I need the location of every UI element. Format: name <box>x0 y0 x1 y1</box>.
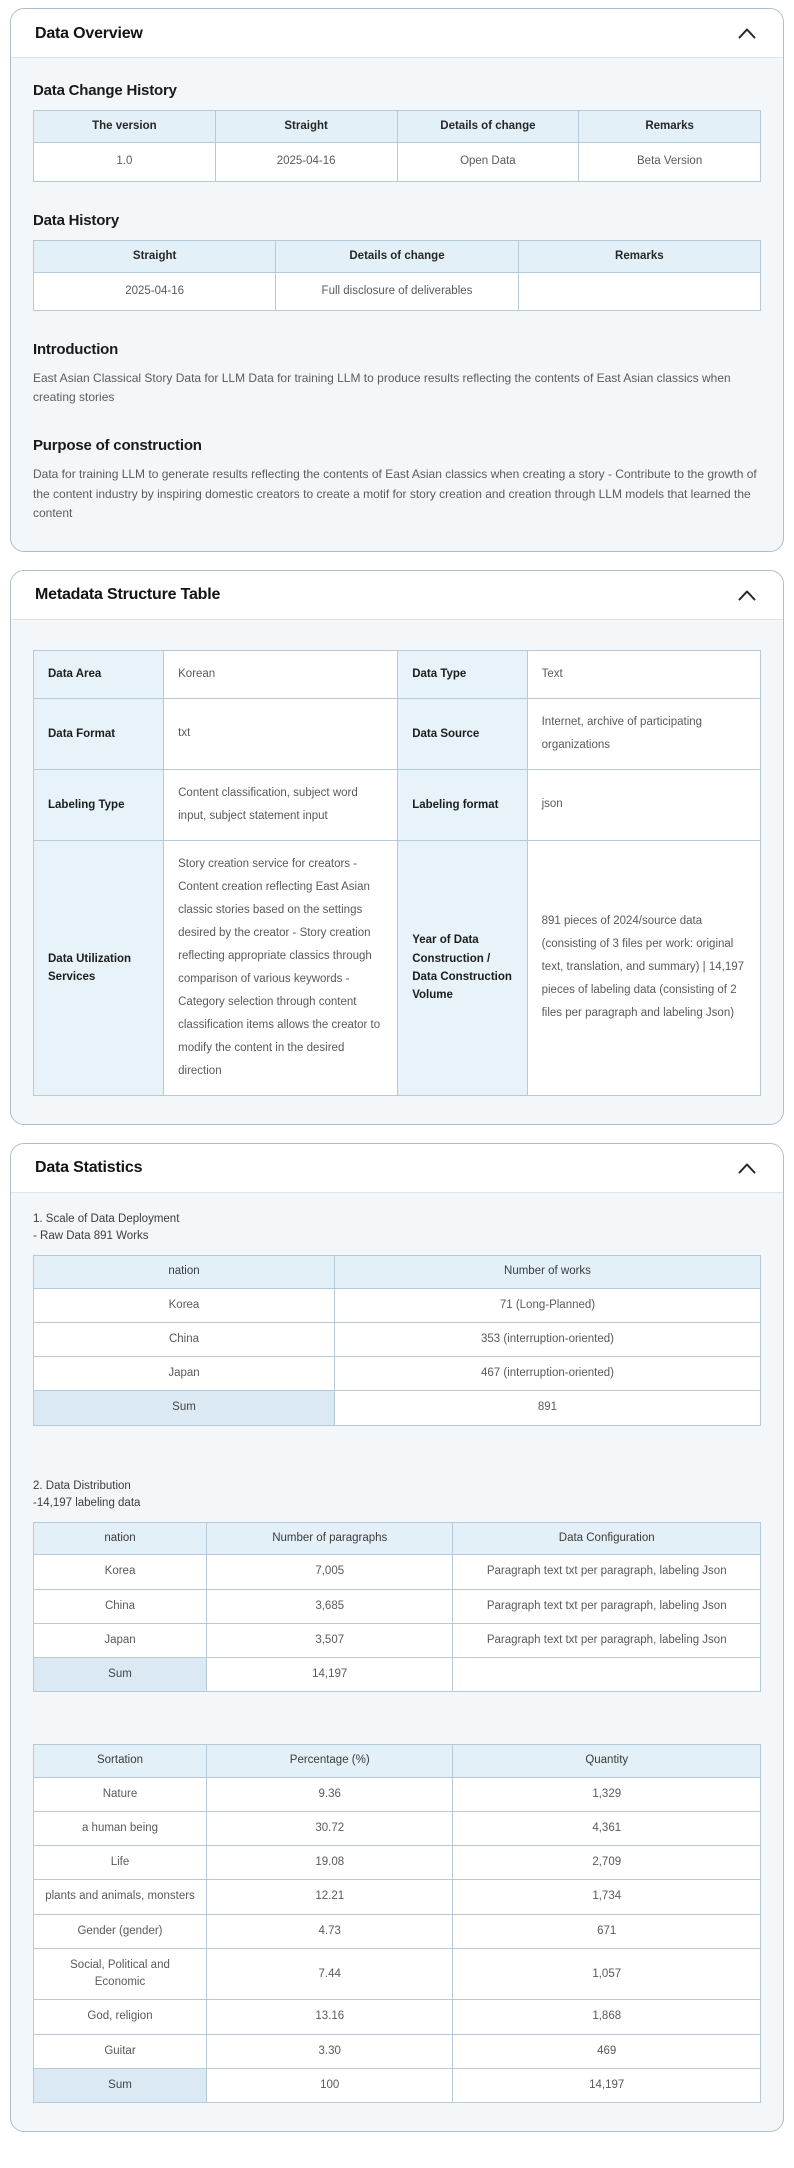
metadata-structure-card <box>10 570 784 1125</box>
data-cell: Japan <box>34 1357 335 1391</box>
metadata-label-cell: Data Area <box>34 650 164 698</box>
sum-label-cell: Sum <box>34 1658 207 1692</box>
table-row <box>34 1811 761 1845</box>
data-statistics-card-header <box>11 1144 783 1193</box>
change-history-heading: Data Change History <box>33 82 177 99</box>
table-row <box>34 143 761 181</box>
data-cell: 3.30 <box>207 2034 453 2068</box>
card-title: Metadata Structure Table <box>35 586 221 604</box>
data-cell: 467 (interruption-oriented) <box>334 1357 760 1391</box>
chevron-up-icon <box>737 27 757 40</box>
data-cell: a human being <box>34 1811 207 1845</box>
data-statistics-card-body <box>11 1193 783 2131</box>
data-cell: 2025-04-16 <box>34 272 276 310</box>
data-statistics-card <box>10 1143 784 2132</box>
data-cell: 3,507 <box>207 1623 453 1657</box>
column-header: Remarks <box>518 240 760 272</box>
data-cell: 12.21 <box>207 1880 453 1914</box>
column-header: Straight <box>34 240 276 272</box>
table-header-row <box>34 1745 761 1777</box>
chevron-up-icon <box>737 589 757 602</box>
sum-row <box>34 2068 761 2102</box>
table-row <box>34 1322 761 1356</box>
table-header-row <box>34 240 761 272</box>
metadata-value-cell: txt <box>164 698 398 769</box>
column-header: Data Configuration <box>453 1523 761 1555</box>
data-cell: Open Data <box>397 143 579 181</box>
data-cell: 7.44 <box>207 1948 453 2000</box>
data-cell: 353 (interruption-oriented) <box>334 1322 760 1356</box>
table-header-row <box>34 111 761 143</box>
chevron-up-icon <box>737 1162 757 1175</box>
data-cell: 671 <box>453 1914 761 1948</box>
metadata-value-cell: Story creation service for creators - Content creation reflecting East Asian classic stories based on the settings desired by the creator - Story creation reflecting appropriate classics through comparison of various keywords - Category selection through content classification items allows the creator to modify the content in the desired direction <box>164 840 398 1095</box>
data-cell: Paragraph text txt per paragraph, labeling Json <box>453 1555 761 1589</box>
metadata-structure-card-body <box>11 620 783 1124</box>
purpose-heading: Purpose of construction <box>33 437 202 455</box>
data-cell: 30.72 <box>207 1811 453 1845</box>
column-header: Percentage (%) <box>207 1745 453 1777</box>
metadata-label-cell: Data Type <box>398 650 527 698</box>
table-header-row <box>34 1523 761 1555</box>
data-cell: 7,005 <box>207 1555 453 1589</box>
introduction-text: East Asian Classical Story Data for LLM Data for training LLM to produce results reflecting the contents of East Asian classics when creating stories <box>33 371 731 405</box>
data-overview-card <box>10 8 784 552</box>
data-cell: Paragraph text txt per paragraph, labeling Json <box>453 1623 761 1657</box>
sum-row <box>34 1658 761 1692</box>
table-header-row <box>34 1256 761 1288</box>
data-cell: 1,734 <box>453 1880 761 1914</box>
metadata-label-cell: Labeling Type <box>34 769 164 840</box>
metadata-value-cell: Korean <box>164 650 398 698</box>
data-cell: Nature <box>34 1777 207 1811</box>
data-cell <box>453 1658 761 1692</box>
table-row <box>34 1555 761 1589</box>
data-cell: God, religion <box>34 2000 207 2034</box>
sum-label-cell: Sum <box>34 1391 335 1425</box>
data-overview-card-body <box>11 58 783 551</box>
data-overview-card-header <box>11 9 783 58</box>
data-cell: 13.16 <box>207 2000 453 2034</box>
sum-row <box>34 1391 761 1425</box>
metadata-value-cell: json <box>527 769 760 840</box>
sum-label-cell: Sum <box>34 2068 207 2102</box>
distribution-table-caption <box>33 1478 761 1513</box>
metadata-value-cell: Content classification, subject word input, subject statement input <box>164 769 398 840</box>
table-row <box>34 1777 761 1811</box>
metadata-value-cell: Internet, archive of participating organizations <box>527 698 760 769</box>
collapse-button[interactable] <box>735 23 759 44</box>
data-cell: 1.0 <box>34 143 216 181</box>
data-cell: 2025-04-16 <box>215 143 397 181</box>
introduction-heading: Introduction <box>33 341 119 358</box>
data-cell: Japan <box>34 1623 207 1657</box>
data-cell: plants and animals, monsters <box>34 1880 207 1914</box>
data-cell: Paragraph text txt per paragraph, labeling Json <box>453 1589 761 1623</box>
column-header: Number of works <box>334 1256 760 1288</box>
column-header: Details of change <box>276 240 518 272</box>
data-cell: Full disclosure of deliverables <box>276 272 518 310</box>
table-row <box>34 2034 761 2068</box>
metadata-row <box>34 840 761 1095</box>
data-cell: China <box>34 1322 335 1356</box>
data-cell: 2,709 <box>453 1846 761 1880</box>
data-cell: 1,329 <box>453 1777 761 1811</box>
table-row <box>34 1914 761 1948</box>
data-cell: 71 (Long-Planned) <box>334 1288 760 1322</box>
column-header: nation <box>34 1523 207 1555</box>
data-cell <box>518 272 760 310</box>
data-cell: 19.08 <box>207 1846 453 1880</box>
table-row <box>34 1948 761 2000</box>
data-cell: Gender (gender) <box>34 1914 207 1948</box>
data-cell: Korea <box>34 1555 207 1589</box>
caption-line: 2. Data Distribution <box>33 1479 131 1492</box>
data-cell: Life <box>34 1846 207 1880</box>
data-cell: Social, Political and Economic <box>34 1948 207 2000</box>
metadata-structure-table <box>33 650 761 1096</box>
data-cell: 469 <box>453 2034 761 2068</box>
data-cell: 891 <box>334 1391 760 1425</box>
column-header: Straight <box>215 111 397 143</box>
data-cell: Korea <box>34 1288 335 1322</box>
collapse-button[interactable] <box>735 1158 759 1179</box>
metadata-value-cell: 891 pieces of 2024/source data (consisting of 3 files per work: original text, translation, and summary) | 14,197 pieces of labeling data (consisting of 2 files per paragraph and labeling Json) <box>527 840 760 1095</box>
data-cell: 4.73 <box>207 1914 453 1948</box>
data-cell: 14,197 <box>453 2068 761 2102</box>
scale-of-data-deployment-table <box>33 1255 761 1425</box>
data-cell: 3,685 <box>207 1589 453 1623</box>
data-cell: 100 <box>207 2068 453 2102</box>
metadata-row <box>34 769 761 840</box>
data-cell: 1,057 <box>453 1948 761 2000</box>
table-row <box>34 1288 761 1322</box>
metadata-row <box>34 650 761 698</box>
card-title: Data Overview <box>35 24 143 42</box>
metadata-label-cell: Data Utilization Services <box>34 840 164 1095</box>
data-cell: Beta Version <box>579 143 761 181</box>
scale-table-caption <box>33 1211 761 1246</box>
column-header: nation <box>34 1256 335 1288</box>
column-header: Quantity <box>453 1745 761 1777</box>
column-header: The version <box>34 111 216 143</box>
metadata-label-cell: Data Source <box>398 698 527 769</box>
table-row <box>34 2000 761 2034</box>
table-row <box>34 1589 761 1623</box>
metadata-label-cell: Year of Data Construction / Data Construction Volume <box>398 840 527 1095</box>
table-row <box>34 1880 761 1914</box>
sortation-table <box>33 1744 761 2103</box>
metadata-label-cell: Labeling format <box>398 769 527 840</box>
table-row <box>34 1623 761 1657</box>
data-cell: China <box>34 1589 207 1623</box>
metadata-structure-card-header <box>11 571 783 620</box>
table-row <box>34 272 761 310</box>
caption-line: 1. Scale of Data Deployment <box>33 1212 180 1225</box>
metadata-value-cell: Text <box>527 650 760 698</box>
card-title: Data Statistics <box>35 1159 143 1177</box>
data-change-history-table <box>33 110 761 182</box>
data-distribution-table <box>33 1522 761 1692</box>
column-header: Remarks <box>579 111 761 143</box>
metadata-row <box>34 698 761 769</box>
purpose-text: Data for training LLM to generate results reflecting the contents of East Asian classics when creating a story - Contribute to the growth of the content industry by inspiring domestic creators to create a motif for story creation and creation through LLM models that learned the content <box>33 467 757 520</box>
data-cell: 1,868 <box>453 2000 761 2034</box>
data-history-heading: Data History <box>33 211 119 229</box>
data-cell: Guitar <box>34 2034 207 2068</box>
data-history-table <box>33 240 761 312</box>
caption-line: -14,197 labeling data <box>33 1496 141 1509</box>
metadata-label-cell: Data Format <box>34 698 164 769</box>
table-row <box>34 1846 761 1880</box>
table-row <box>34 1357 761 1391</box>
data-cell: 4,361 <box>453 1811 761 1845</box>
collapse-button[interactable] <box>735 585 759 606</box>
caption-line: - Raw Data 891 Works <box>33 1230 149 1243</box>
column-header: Sortation <box>34 1745 207 1777</box>
column-header: Details of change <box>397 111 579 143</box>
data-cell: 14,197 <box>207 1658 453 1692</box>
column-header: Number of paragraphs <box>207 1523 453 1555</box>
data-cell: 9.36 <box>207 1777 453 1811</box>
